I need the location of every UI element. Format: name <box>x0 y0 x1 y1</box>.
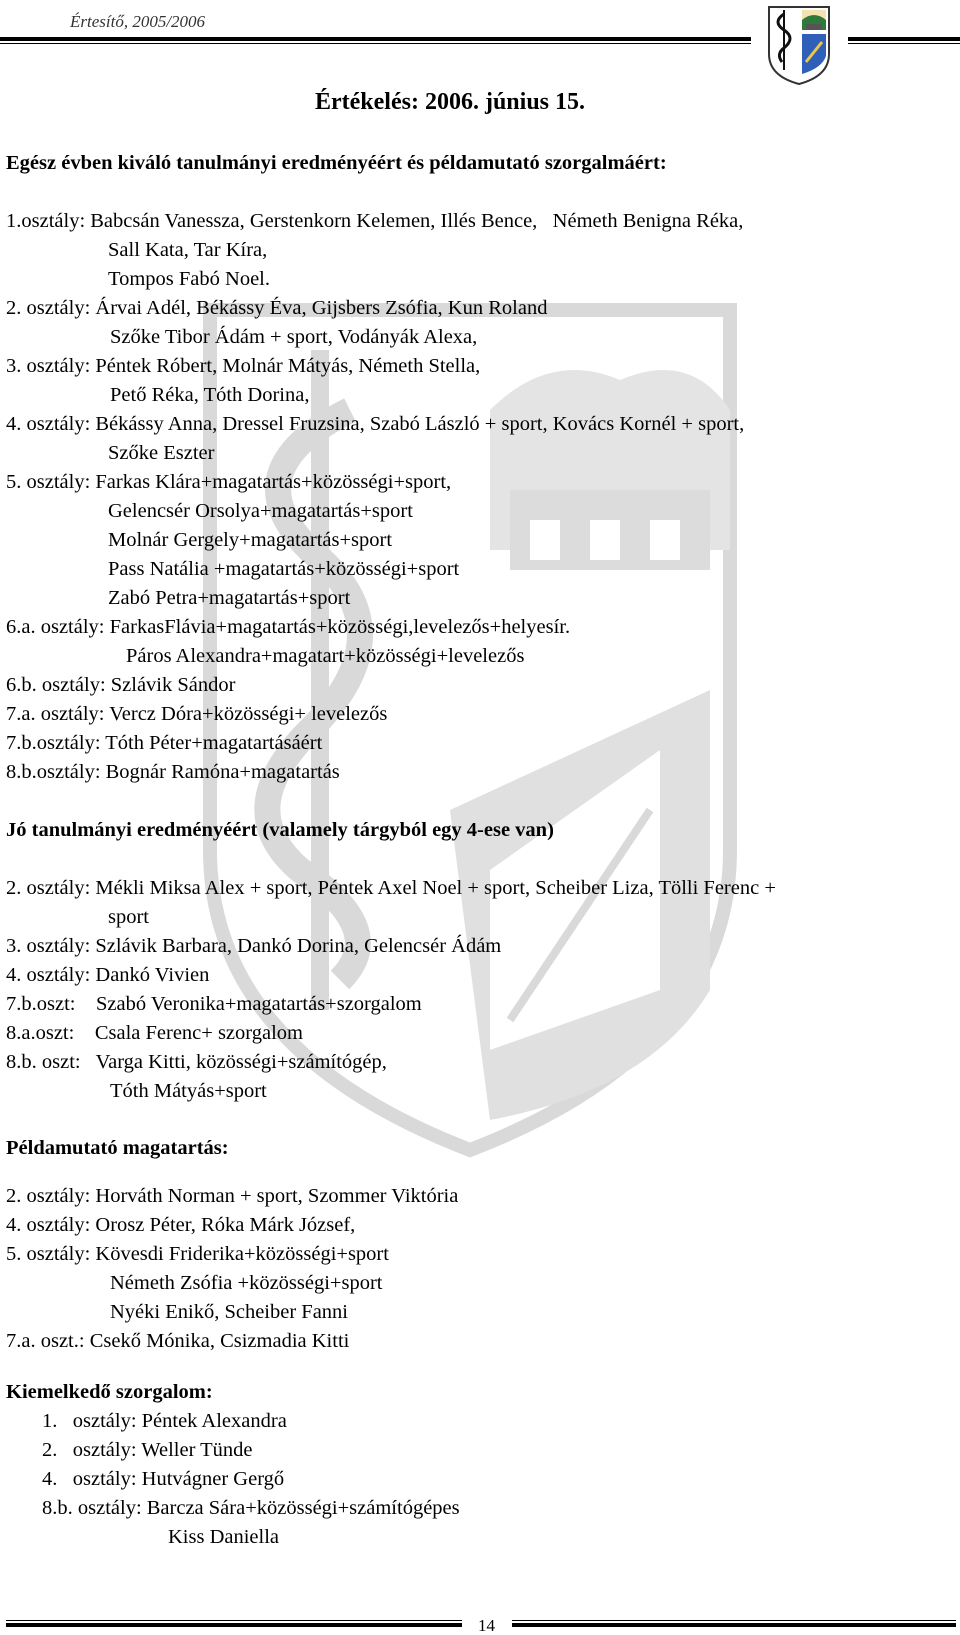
list-line: sport <box>108 906 149 928</box>
list-line: Pető Réka, Tóth Dorina, <box>110 384 310 406</box>
list-line: 3. osztály: Péntek Róbert, Molnár Mátyás, Németh Stella, <box>6 355 481 377</box>
list-line: 8.a.oszt: Csala Ferenc+ szorgalom <box>6 1022 303 1044</box>
list-line: 8.b. oszt: Varga Kitti, közösségi+számítógép, <box>6 1051 387 1073</box>
list-line: Nyéki Enikő, Scheiber Fanni <box>110 1301 348 1323</box>
running-title: Értesítő, 2005/2006 <box>70 12 206 31</box>
section-heading-behavior: Példamutató magatartás: <box>6 1137 229 1159</box>
list-line: 3. osztály: Szlávik Barbara, Dankó Dorina, Gelencsér Ádám <box>6 935 502 957</box>
list-line: 6.a. osztály: FarkasFlávia+magatartás+közösségi,levelezős+helyesír. <box>6 616 571 638</box>
header-rule-right <box>848 37 960 45</box>
list-line: 4. osztály: Dankó Vivien <box>6 964 210 986</box>
list-line: Pass Natália +magatartás+közösségi+sport <box>108 558 460 580</box>
list-line: Zabó Petra+magatartás+sport <box>108 587 351 609</box>
list-line: Szőke Tibor Ádám + sport, Vodányák Alexa, <box>110 326 478 348</box>
list-line: Páros Alexandra+magatart+közösségi+levelezős <box>126 645 525 667</box>
list-line: Sall Kata, Tar Kíra, <box>108 239 268 261</box>
list-line: 7.a. osztály: Vercz Dóra+közösségi+ levelezős <box>6 703 388 725</box>
page-number: 14 <box>478 1616 495 1635</box>
list-line: 5. osztály: Kövesdi Friderika+közösségi+sport <box>6 1243 389 1265</box>
list-line: 2. osztály: Weller Tünde <box>42 1439 253 1461</box>
footer-rule-right <box>512 1620 956 1628</box>
list-line: Szőke Eszter <box>108 442 215 464</box>
list-line: 7.a. oszt.: Csekő Mónika, Csizmadia Kitti <box>6 1330 350 1352</box>
school-crest-icon <box>766 4 832 86</box>
section-heading-diligence: Kiemelkedő szorgalom: <box>6 1381 213 1403</box>
list-line: 4. osztály: Békássy Anna, Dressel Fruzsina, Szabó László + sport, Kovács Kornél + sport, <box>6 413 745 435</box>
section-heading-good-results: Jó tanulmányi eredményéért (valamely tárgyból egy 4-ese van) <box>6 819 554 841</box>
list-line: 2. osztály: Árvai Adél, Békássy Éva, Gijsbers Zsófia, Kun Roland <box>6 297 548 319</box>
footer-rule-left <box>6 1620 462 1628</box>
list-line: 4. osztály: Orosz Péter, Róka Márk József, <box>6 1214 356 1236</box>
list-line: Tóth Mátyás+sport <box>110 1080 267 1102</box>
list-line: Molnár Gergely+magatartás+sport <box>108 529 393 551</box>
list-line: 2. osztály: Horváth Norman + sport, Szommer Viktória <box>6 1185 459 1207</box>
list-line: Gelencsér Orsolya+magatartás+sport <box>108 500 413 522</box>
list-line: 4. osztály: Hutvágner Gergő <box>42 1468 285 1490</box>
header-rule-left <box>0 37 751 45</box>
list-line: 1.osztály: Babcsán Vanessza, Gerstenkorn Kelemen, Illés Bence, Németh Benigna Réka, <box>6 210 744 232</box>
list-line: Tompos Fabó Noel. <box>108 268 270 290</box>
list-line: 2. osztály: Mékli Miksa Alex + sport, Péntek Axel Noel + sport, Scheiber Liza, Tölli Ferenc + <box>6 877 776 899</box>
list-line: Kiss Daniella <box>168 1526 280 1548</box>
list-line: 8.b.osztály: Bognár Ramóna+magatartás <box>6 761 340 783</box>
list-line: 6.b. osztály: Szlávik Sándor <box>6 674 236 696</box>
list-line: Németh Zsófia +közösségi+sport <box>110 1272 383 1294</box>
page-title: Értékelés: 2006. június 15. <box>315 89 585 115</box>
list-line: 8.b. osztály: Barcza Sára+közösségi+számítógépes <box>42 1497 460 1519</box>
list-line: 7.b.osztály: Tóth Péter+magatartásáért <box>6 732 323 754</box>
list-line: 7.b.oszt: Szabó Veronika+magatartás+szorgalom <box>6 993 422 1015</box>
section-heading-excellent: Egész évben kiváló tanulmányi eredményéért és példamutató szorgalmáért: <box>6 152 667 174</box>
list-line: 1. osztály: Péntek Alexandra <box>42 1410 287 1432</box>
list-line: 5. osztály: Farkas Klára+magatartás+közösségi+sport, <box>6 471 452 493</box>
